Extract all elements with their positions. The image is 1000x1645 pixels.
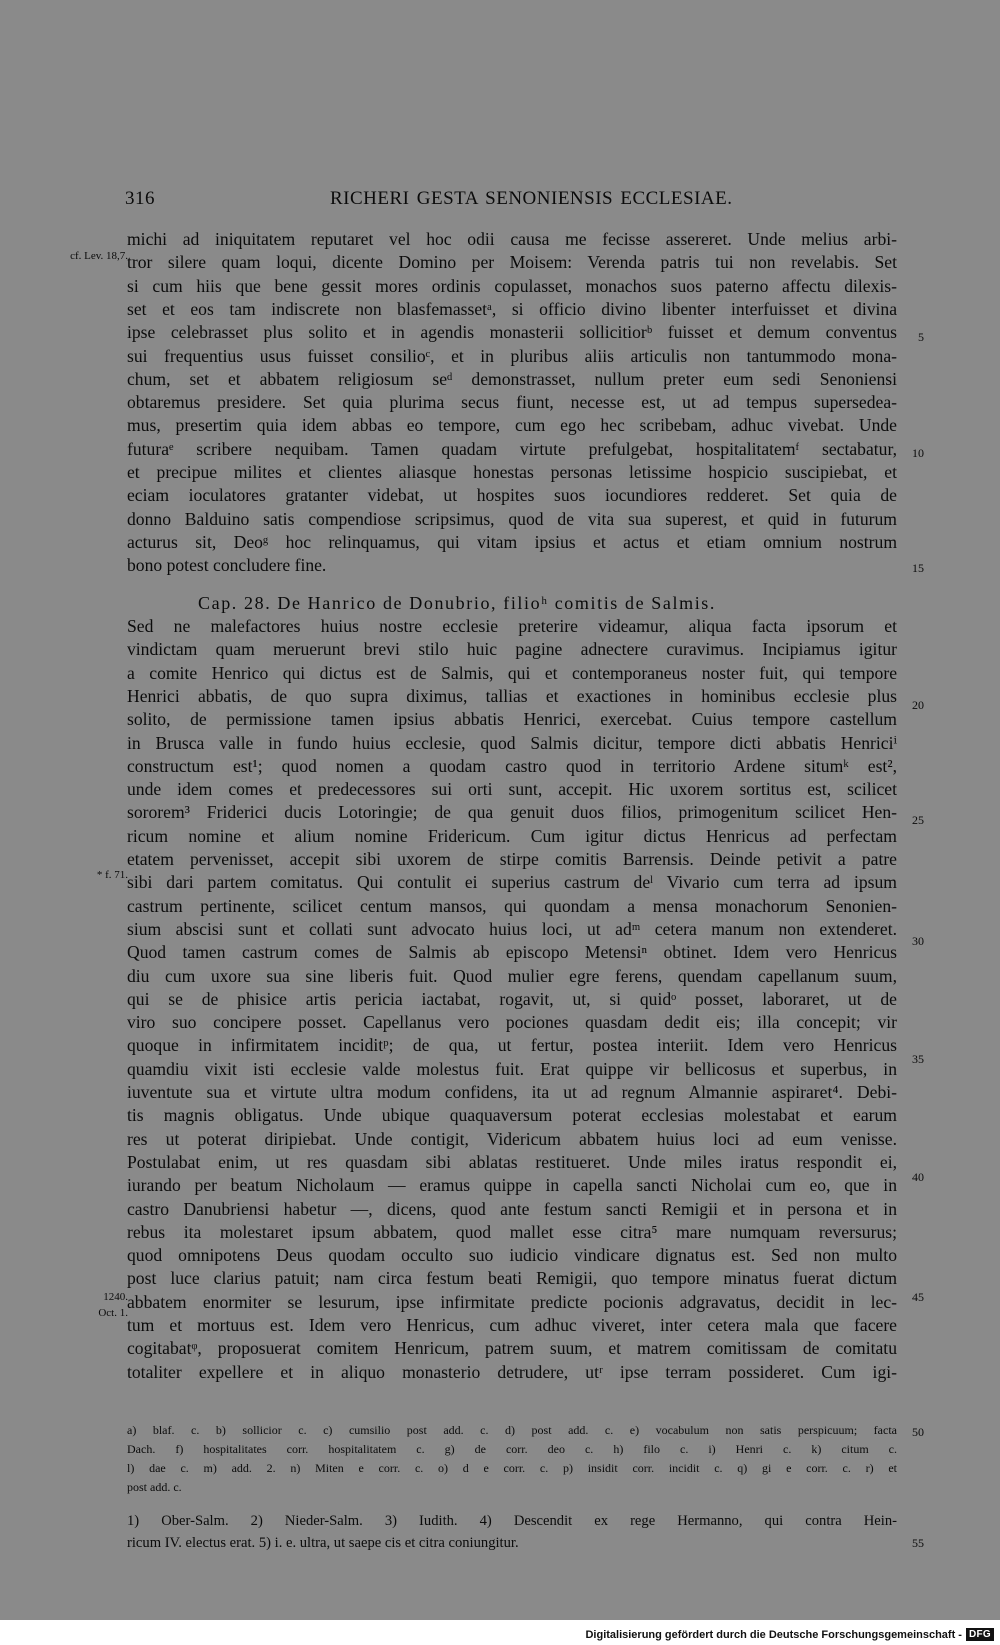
text-line: sororem³ Friderici ducis Lotoringie; de qua genuit duos filios, primogenitum scilicet Hen- <box>127 802 897 823</box>
page-number: 316 <box>125 188 155 209</box>
margin-folio: * f. 71. <box>96 869 128 881</box>
text-line: res ut poterat diripiebat. Unde contigit, Videricum abbatem huius loci ad eum venisse. <box>127 1128 897 1149</box>
line-number: 25 <box>912 813 924 827</box>
line-number: 20 <box>912 698 924 712</box>
text-line: post luce clarius patuit; nam circa festum beati Remigii, quo tempore minatus fuerat dictum <box>127 1268 897 1289</box>
text-line: sibi dari partem comitatus. Qui contulit ei superius castrum deˡ Vivario cum terra ad ipsum <box>127 872 897 893</box>
line-number: 35 <box>912 1052 924 1066</box>
margin-year: 1240. <box>103 1291 128 1303</box>
text-line: donno Balduino satis compendiose scripsimus, quod de vita sua superest, et quid in futurum <box>127 508 897 529</box>
text-line: futuraᵉ scribere nequibam. Tamen quadam virtute prefulgebat, hospitalitatemᶠ sectabatur, <box>127 438 897 459</box>
apparatus-line: Dach. f) hospitalitates corr. hospitalitatem c. g) de corr. deo c. h) filo c. i) Henri c. k) citum c. <box>127 1442 897 1456</box>
text-line: rebus ita molestaret ipsum abbatem, quod mallet esse citra⁵ mare numquam reversurus; <box>127 1221 897 1242</box>
text-line: a comite Henrico qui dictus est de Salmis, qui et contemporaneus noster fuit, qui tempore <box>127 662 897 683</box>
text-line: et precipue milites et clientes aliasque honestas personas letissime hospicio suscipiebat, et <box>127 462 897 482</box>
text-line: abbatem enormiter se lesurum, ipse infirmitate predicte pocionis adgravatus, decidit in lec- <box>127 1291 897 1312</box>
text-line: ricum nomine et alium nomine Fridericum. Cum igitur dictus Henricus ad perfectam <box>127 825 897 846</box>
line-number: 15 <box>912 561 924 575</box>
text-line: castro Danubriensi habetur —, dicens, quod ante festum sancti Remigii et in persona et in <box>127 1198 897 1219</box>
text-line: iurando per beatum Nicholaum — eramus quippe in capella sancti Nicholai cum eo, que in <box>127 1175 897 1196</box>
text-line: chum, set et abbatem religiosum seᵈ demonstrasset, nullum preter eum sedi Senoniensi <box>127 368 897 389</box>
dfg-logo: DFG <box>966 1628 994 1641</box>
text-line: set et eos tam indiscrete non blasfemassetᵃ, si officio divino libenter interfuisset et divina <box>127 298 897 319</box>
margin-date: Oct. 1. <box>98 1307 128 1319</box>
text-line: ipse celebrasset plus solito et in agendis monasterii sollicitiorᵇ fuisset et demum conventus <box>127 322 897 343</box>
text-line: vindictam quam meruerunt brevi stilo huic pagine adnectere curavimus. Incipiamus igitur <box>127 639 897 660</box>
apparatus-line: l) dae c. m) add. 2. n) Miten e corr. c. o) d e corr. c. p) insidit corr. incidit c. q) gi e corr. c. r) et <box>127 1461 897 1475</box>
line-number: 40 <box>912 1170 924 1184</box>
text-line: tror silere quam loqui, dicente Domino per Moisem: Verenda patris tui non revelabis. Set <box>127 252 897 273</box>
text-line: michi ad iniquitatem reputaret vel hoc odii causa me fecisse assereret. Unde melius arbi- <box>127 229 897 249</box>
text-line: Sed ne malefactores huius nostre ecclesie preterire videamur, aliqua facta ipsorum et <box>127 616 897 636</box>
text-line: bono potest concludere fine. <box>127 555 327 576</box>
text-line: iuventute sua et virtute ultra modum confidens, ita ut ad regnum Almannie aspiraret⁴. Debi- <box>127 1082 897 1102</box>
text-line: totaliter expellere et in aliquo monasterio detrudere, utʳ ipse terram possideret. Cum igi- <box>127 1361 897 1382</box>
text-line: unde idem comes et predecessores sui orti sunt, accepit. Hic uxorem sortitus est, scilicet <box>127 779 897 800</box>
text-line: quod omnipotens Deus quodam occulto suo iudicio vindicare dignatus est. Sed non multo <box>127 1245 897 1266</box>
text-line: constructum est¹; quod nomen a quodam castro quod in territorio Ardene situmᵏ est², <box>127 755 897 776</box>
text-line: castrum pertinente, scilicet centum mansos, qui quondam a mensa monachorum Senonien- <box>127 895 897 916</box>
text-line: eciam ioculatores gratanter videbat, ut hospites suos iocundiores redderet. Set quia de <box>127 485 897 506</box>
banner-text: Digitalisierung gefördert durch die Deutsche Forschungsgemeinschaft - <box>585 1628 962 1641</box>
text-line: si cum hiis que bene gessit mores ordinis copulasset, monachos suos paterno affectu dilexis- <box>127 275 897 296</box>
text-line: etatem pervenisset, accepit sibi uxorem de stirpe comitis Barrensis. Deinde petivit a patre <box>127 849 897 869</box>
text-line: diu cum uxore sua sine liberis fuit. Quod mulier egre ferens, quendam capellanum suum, <box>127 965 897 986</box>
text-line: in Brusca valle in fundo huius ecclesie, quod Salmis dicitur, tempore dicti abbatis Henriciⁱ <box>127 732 897 753</box>
apparatus-line: post add. c. <box>127 1480 182 1494</box>
running-title: RICHERI GESTA SENONIENSIS ECCLESIAE. <box>330 188 733 209</box>
line-number: 30 <box>912 934 924 948</box>
text-line: mus, presertim quia idem abbas eo tempore, cum ego hec scribebam, adhuc vivebat. Unde <box>127 415 897 436</box>
line-number: 50 <box>912 1425 924 1439</box>
text-line: cogitabatᵠ, proposuerat comitem Henricum, patrem suum, et matrem comitissam de comitatu <box>127 1338 897 1359</box>
chapter-heading: Cap. 28. De Hanrico de Donubrio, filioʰ comitis de Salmis. <box>198 593 717 613</box>
text-line: Henrici abbatis, de quo supra diximus, tallias et exactiones in hominibus ecclesie plus <box>127 685 897 706</box>
margin-citation: cf. Lev. 18,7. <box>70 250 128 262</box>
text-line: acturus sit, Deoᵍ hoc relinquamus, qui vitam ipsius et actus et etiam omnium nostrum <box>127 531 897 552</box>
text-line: obtaremus presidere. Set quia plurima secus fiunt, necesse est, ut ad tempus supersedea- <box>127 392 897 413</box>
apparatus-line: a) blaf. c. b) sollicior c. c) cumsilio post add. c. d) post add. c. e) vocabulum non satis perspicuum; facta <box>127 1423 897 1437</box>
text-line: quamdiu vixit isti ecclesie valde molestus fuit. Erat quippe vir bellicosus et superbus, in <box>127 1058 897 1079</box>
text-line: Postulabat enim, ut res quasdam sibi ablatas restitueret. Unde miles iratus respondit ei, <box>127 1151 897 1172</box>
dfg-banner <box>585 1628 994 1641</box>
text-line: sui frequentius usus fuisset consilioᶜ, et in pluribus aliis articulis non tantummodo mona- <box>127 345 897 366</box>
note-line: 1) Ober-Salm. 2) Nieder-Salm. 3) Iudith. 4) Descendit ex rege Hermanno, qui contra Hein- <box>127 1513 897 1529</box>
text-line: quoque in infirmitatem inciditᵖ; de qua, ut fertur, postea interiit. Idem vero Henricus <box>127 1035 897 1056</box>
text-line: sium abscisi sunt et collati sunt advocato huius loci, ut adᵐ cetera manum non extenderet. <box>127 918 897 939</box>
text-line: Quod tamen castrum comes de Salmis ab episcopo Metensiⁿ obtinet. Idem vero Henricus <box>127 942 897 963</box>
line-number: 45 <box>912 1290 924 1304</box>
line-number: 5 <box>918 330 924 344</box>
line-number: 55 <box>912 1536 924 1550</box>
text-line: viro suo concipere posset. Capellanus vero pociones quasdam dedit eis; illa concepit; vir <box>127 1012 897 1033</box>
line-number: 10 <box>912 446 924 460</box>
note-line: ricum IV. electus erat. 5) i. e. ultra, ut saepe cis et citra coniungitur. <box>127 1535 519 1551</box>
text-line: tis magnis obligatus. Unde ubique quaquaversum poterat ecclesias molestabat et earum <box>127 1105 897 1126</box>
text-line: qui se de phisice artis pericia iactabat, rogavit, ut, si quidᵒ posset, laboraret, ut de <box>127 988 897 1009</box>
text-line: solito, de permissione tamen ipsius abbatis Henrici, exercebat. Cuius tempore castellum <box>127 709 897 730</box>
text-line: tum et mortuus est. Idem vero Henricus, cum adhuc viveret, inter cetera mala que facere <box>127 1315 897 1335</box>
